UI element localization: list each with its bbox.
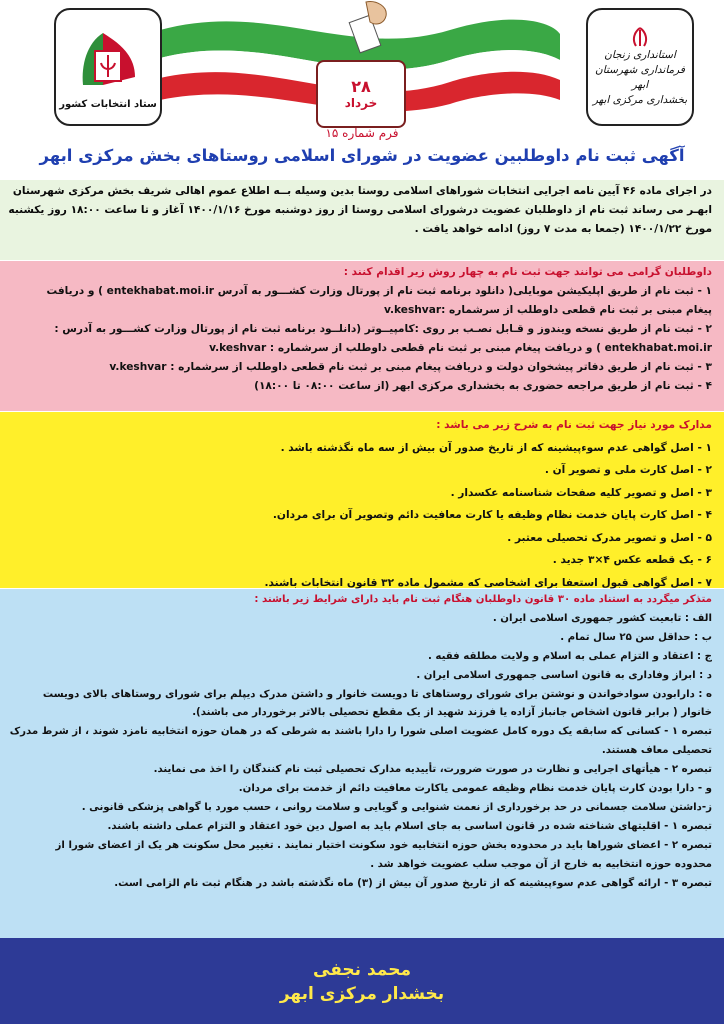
condition-line: ه : دارابودن سوادخواندن و نوشتن برای شورای روستاهای تا دویست خانوار و داشتن مدرک دیپلم برای شورای روستاهای بالای دویست <box>42 688 712 700</box>
condition-line: ب : حداقل سن ۲۵ سال تمام . <box>560 631 712 643</box>
governorate-logo <box>586 8 694 126</box>
methods-heading: داوطلبان گرامی می توانند جهت ثبت نام به چهار روش زیر اقدام کنند : <box>343 266 712 278</box>
condition-line: تحصیلی معاف هستند. <box>601 745 712 757</box>
document-line: ۵ - اصل و تصویر مدرک تحصیلی معتبر . <box>507 531 712 544</box>
method-line: پیغام مبنی بر ثبت نام قطعی داوطلب از سرشماره :v.keshvar <box>383 304 712 316</box>
iran-emblem-icon <box>628 26 652 48</box>
condition-line: تبصره ۲ - اعضای شوراها باید در محدوده بخش حوزه انتخابیه خود سکونت اختیار نمایند . تغییر محل سکونت هر یک از اعضای شورا از <box>55 839 712 851</box>
condition-line: ز-داشتن سلامت جسمانی در حد برخورداری از نعمت شنوایی و گویایی و سلامت روانی ، حسب مورد با گواهی پزشکی قانونی . <box>81 801 712 813</box>
intro-line: مورخ ۱۴۰۰/۱/۲۲ (جمعا به مدت ۷ روز) ادامه خواهد یافت . <box>414 223 712 235</box>
ballot-month: خرداد <box>344 96 378 110</box>
right-logo-line-3: بخشداری مرکزی ابهر <box>592 94 688 106</box>
election-headquarters-logo <box>54 8 162 126</box>
left-logo-caption: ستاد انتخابات کشور <box>59 98 157 110</box>
document-line: ۱ - اصل گواهی عدم سوء‌پیشینه که از تاریخ صدور آن بیش از سه ماه نگذشته باشد . <box>280 441 712 454</box>
intro-line: در اجرای ماده ۴۶ آیین نامه اجرایی انتخابات شوراهای اسلامی روستا بدین وسیله بــه اطلاع عموم اهالی شریف بخش مرکزی شهرستان <box>12 185 712 197</box>
method-line: ۳ - ثبت نام از طریق دفاتر پیشخوان دولت و دریافت پیغام مبنی بر ثبت نام قطعی داوطلب از سرشماره : v.keshvar <box>109 361 712 373</box>
condition-line: و - دارا بودن کارت پایان خدمت نظام وظیفه عمومی یاکارت معافیت دائم از خدمت برای مردان. <box>238 783 712 795</box>
intro-line: ابهـر می رساند ثبت نام از داوطلبان عضویت درشورای اسلامی روستا از روز دوشنبه مورخ ۱۴۰۰/۱/۱۶ آغاز و تا ساعت ۱۸:۰۰ روز یکشنبه <box>8 204 712 216</box>
condition-line: خانوار ( برابر قانون اشخاص جانباز آزاده یا فرزند شهید از یک مقطع تحصیلی بالاتر برخوردار می باشند). <box>192 707 712 719</box>
signature-footer <box>0 938 724 1024</box>
conditions-heading: متذکر میگردد به استناد ماده ۳۰ قانون داوطلبان هنگام ثبت نام باید دارای شرایط زیر باشند : <box>254 594 712 605</box>
document-line: ۴ - اصل کارت پایان خدمت نظام وظیفه یا کارت معافیت دائم وتصویر آن برای مردان. <box>272 509 712 521</box>
method-line: entekhabat.moi.ir ) و دریافت پیغام مبنی بر ثبت نام قطعی داوطلب از سرشماره : v.keshvar <box>209 342 712 354</box>
registration-methods-section <box>0 261 724 411</box>
method-line: ۱ - ثبت نام از طریق اپلیکیشن موبایلی( دانلود برنامه ثبت نام از پورتال وزارت کشـــور به آدرس entekhabat.moi.ir ) و دریافت <box>46 285 712 297</box>
document-line: ۶ - یک قطعه عکس ۴×۳ جدید . <box>552 554 712 566</box>
ballot-hand-icon <box>336 0 396 62</box>
condition-line: تبصره ۱ - اقلیتهای شناخته شده در قانون اساسی به جای اسلام باید به اصول دین خود اعتقاد و التزام عملی داشته باشند. <box>107 820 712 832</box>
condition-line: تبصره ۳ - ارائه گواهی عدم سوء‌پیشینه که از تاریخ صدور آن بیش از (۳) ماه نگذشته باشد در هنگام ثبت نام الزامی است. <box>114 877 712 889</box>
ballot-box <box>316 60 406 128</box>
documents-heading: مدارک مورد نیاز جهت ثبت نام به شرح زیر می باشد : <box>436 419 712 431</box>
right-logo-line-1: استانداری زنجان <box>604 49 676 61</box>
election-emblem-icon <box>73 25 143 95</box>
condition-line: محدوده حوزه انتخابیه به خارج از آن موجب سلب عضویت خواهد شد . <box>370 858 712 870</box>
required-documents-section <box>0 412 724 588</box>
method-line: ۴ - ثبت نام از طریق مراجعه حضوری به بخشداری مرکزی ابهر (از ساعت ۰۸:۰۰ تا ۱۸:۰۰) <box>254 380 712 392</box>
intro-section <box>0 180 724 260</box>
page-title: آگهی ثبت نام داوطلبین عضویت در شورای اسلامی روستاهای بخش مرکزی ابهر <box>39 146 685 165</box>
eligibility-conditions-section <box>0 589 724 938</box>
document-line: ۲ - اصل کارت ملی و تصویر آن . <box>544 464 712 476</box>
condition-line: د : ابراز وفاداری به قانون اساسی جمهوری اسلامی ایران . <box>416 669 712 681</box>
condition-line: ج : اعتقاد و التزام عملی به اسلام و ولایت مطلقه فقیه . <box>427 650 712 662</box>
right-logo-line-2: فرمانداری شهرستان ابهر <box>595 64 685 91</box>
condition-line: الف : تابعیت کشور جمهوری اسلامی ایران . <box>492 612 712 624</box>
condition-line: تبصره ۲ - هیأتهای اجرایی و نظارت در صورت ضرورت، تأییدیه مدارک تحصیلی ثبت نام کنندگان را اخذ می نمایند. <box>153 764 712 776</box>
signer-name: محمد نجفی <box>313 960 411 980</box>
ballot-day: ۲۸ <box>351 77 371 96</box>
document-line: ۳ - اصل و تصویر کلیه صفحات شناسنامه عکسدار . <box>450 486 712 499</box>
method-line: ۲ - ثبت نام از طریق نسخه ویندوز و قـابل نصـب بر روی :کامپیــوتر (دانلــود برنامه ثبت نام از پورتال وزارت کشـــور به آدرس : <box>54 323 712 335</box>
form-number: فرم شماره ۱۵ <box>325 126 399 140</box>
signer-role: بخشدار مرکزی ابهر <box>279 984 445 1004</box>
document-line: ۷ - اصل گواهی قبول استعفا برای اشخاصی که مشمول ماده ۳۲ قانون انتخابات باشند. <box>264 576 712 589</box>
condition-line: تبصره ۱ - کسانی که سابقه یک دوره کامل عضویت اصلی شورا را دارا باشند به شرطی که در همان حوزه انتخابیه نامزد شوند ، از شرط مدرک <box>9 726 712 738</box>
